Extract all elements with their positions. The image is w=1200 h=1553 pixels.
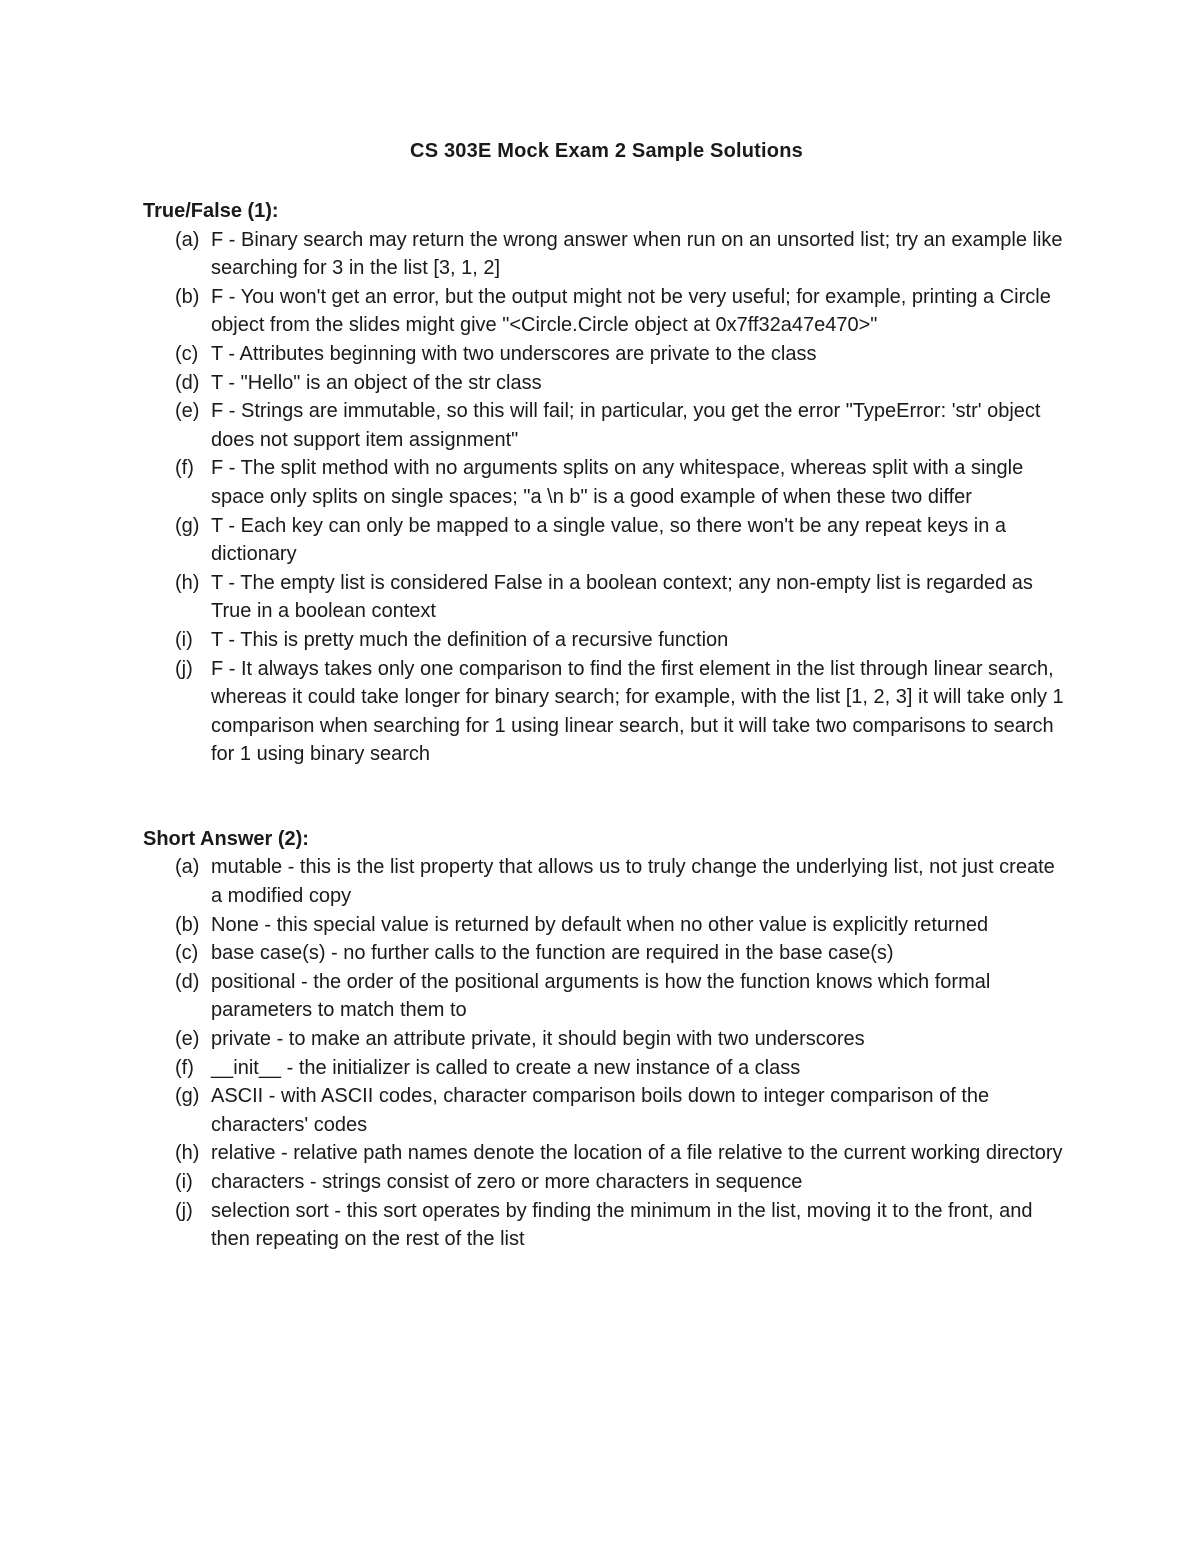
- list-item: [143, 968, 1070, 1025]
- list-item: [143, 939, 1070, 968]
- item-marker: (i): [175, 1171, 193, 1193]
- list-item: [143, 1025, 1070, 1054]
- page-title: CS 303E Mock Exam 2 Sample Solutions: [410, 140, 803, 162]
- short-answer-section: [143, 825, 1070, 1254]
- item-marker: (h): [175, 1142, 200, 1165]
- item-marker: (c): [175, 342, 199, 365]
- item-marker: (g): [175, 514, 200, 537]
- item-marker: (f): [175, 1056, 194, 1079]
- item-text: F - Strings are immutable, so this will fail; in particular, you get the error "TypeError: 'str' object does not support item assignment": [211, 400, 1041, 451]
- item-marker: (g): [175, 1085, 200, 1108]
- list-item: [143, 626, 1070, 655]
- section-heading-true-false: True/False (1):: [143, 200, 279, 222]
- item-text: T - Attributes beginning with two underscores are private to the class: [211, 342, 817, 365]
- list-item: [143, 283, 1070, 340]
- item-marker: (j): [175, 657, 193, 680]
- item-text: ASCII - with ASCII codes, character comparison boils down to integer comparison of the characters' codes: [211, 1085, 990, 1136]
- item-marker: (a): [175, 228, 200, 251]
- item-marker: (b): [175, 913, 200, 936]
- list-item: [143, 1139, 1070, 1168]
- item-text: F - Binary search may return the wrong answer when run on an unsorted list; try an example like searching for 3 in the list [3, 1, 2]: [211, 228, 1063, 280]
- list-item: [143, 397, 1070, 454]
- item-marker: (j): [175, 1199, 193, 1222]
- item-marker: (b): [175, 285, 200, 308]
- item-text: base case(s) - no further calls to the function are required in the base case(s): [211, 942, 894, 965]
- list-item: [143, 226, 1070, 283]
- list-item: [143, 1168, 1070, 1197]
- item-text: relative - relative path names denote the location of a file relative to the current working directory: [211, 1142, 1063, 1165]
- short-answer-list: [143, 853, 1070, 1253]
- item-marker: (f): [175, 457, 194, 480]
- list-item: [143, 454, 1070, 511]
- list-item: [143, 512, 1070, 569]
- list-item: [143, 1197, 1070, 1254]
- item-text: positional - the order of the positional arguments is how the function knows which formal parameters to match them to: [211, 970, 991, 1022]
- item-text: T - Each key can only be mapped to a single value, so there won't be any repeat keys in a dictionary: [211, 514, 1007, 566]
- list-item: [143, 340, 1070, 369]
- list-item: [143, 655, 1070, 769]
- true-false-list: [143, 226, 1070, 769]
- item-text: T - "Hello" is an object of the str class: [211, 371, 542, 394]
- item-text: F - You won't get an error, but the output might not be very useful; for example, printing a Circle object from the slides might give "<Circle.Circle object at 0x7ff32a47e470>": [211, 285, 1051, 337]
- item-marker: (d): [175, 371, 200, 394]
- item-text: selection sort - this sort operates by finding the minimum in the list, moving it to the front, and then repeating on the rest of the list: [211, 1199, 1033, 1251]
- item-marker: (c): [175, 942, 199, 965]
- item-text: None - this special value is returned by default when no other value is explicitly returned: [211, 913, 989, 936]
- item-marker: (e): [175, 400, 200, 423]
- item-marker: (h): [175, 571, 200, 594]
- item-text: __init__ - the initializer is called to create a new instance of a class: [211, 1056, 801, 1079]
- item-text: characters - strings consist of zero or more characters in sequence: [211, 1171, 803, 1193]
- item-text: T - This is pretty much the definition of a recursive function: [211, 628, 729, 651]
- item-marker: (a): [175, 856, 200, 879]
- item-text: F - The split method with no arguments splits on any whitespace, whereas split with a single space only splits on single spaces; "a \n b" is a good example of when these two differ: [211, 457, 1024, 508]
- list-item: [143, 1054, 1070, 1083]
- list-item: [143, 1082, 1070, 1139]
- true-false-section: [143, 197, 1070, 769]
- item-text: private - to make an attribute private, it should begin with two underscores: [211, 1028, 865, 1051]
- item-text: mutable - this is the list property that allows us to truly change the underlying list, not just create a modified copy: [211, 856, 1055, 908]
- list-item: [143, 369, 1070, 398]
- item-text: T - The empty list is considered False in a boolean context; any non-empty list is regarded as True in a boolean context: [211, 571, 1033, 623]
- item-marker: (e): [175, 1028, 200, 1051]
- section-heading-short-answer: Short Answer (2):: [143, 827, 309, 850]
- item-marker: (i): [175, 628, 193, 651]
- list-item: [143, 569, 1070, 626]
- list-item: [143, 853, 1070, 910]
- item-marker: (d): [175, 970, 200, 993]
- item-text: F - It always takes only one comparison to find the first element in the list through linear search, whereas it could take longer for binary search; for example, with the list [1, 2, 3] it will take only 1 comparison when searching for 1 using linear search, but it will take two comparisons to search for 1 using binary search: [211, 657, 1064, 766]
- list-item: [143, 911, 1070, 940]
